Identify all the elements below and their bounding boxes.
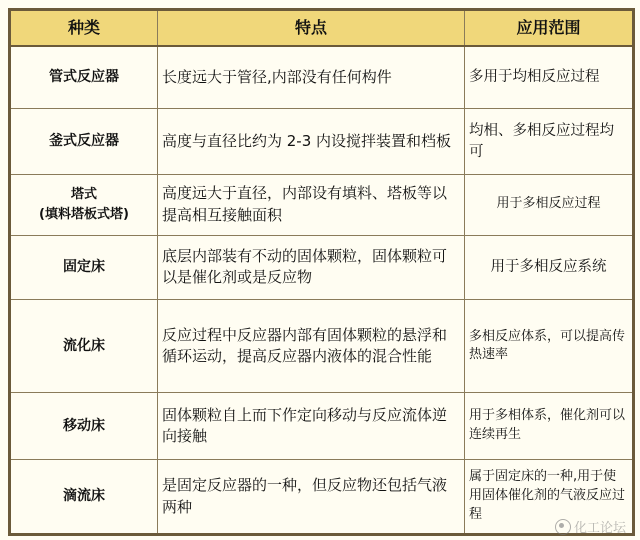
header-range: 应用范围 [465,10,634,47]
table-row [10,109,634,175]
cell-type: 滴流床 [10,460,158,535]
cell-feature: 底层内部装有不动的固体颗粒，固体颗粒可以是催化剂或是反应物 [158,235,465,300]
cell-type: 移动床 [10,393,158,460]
cell-type: 管式反应器 [10,46,158,109]
cell-feature: 高度与直径比约为 2-3 内设搅拌装置和档板 [158,109,465,175]
table-row [10,460,634,535]
cell-feature: 高度远大于直径，内部设有填料、塔板等以提高相互接触面积 [158,174,465,235]
cell-range: 用于多相体系，催化剂可以连续再生 [465,393,634,460]
cell-range: 属于固定床的一种,用于使用固体催化剂的气液反应过程 [465,460,634,535]
header-type: 种类 [10,10,158,47]
header-feature: 特点 [158,10,465,47]
watermark [555,517,626,536]
table-header [10,10,634,47]
cell-feature: 固体颗粒自上而下作定向移动与反应流体逆向接触 [158,393,465,460]
cell-type: 流化床 [10,300,158,393]
cell-range: 用于多相反应过程 [465,174,634,235]
cell-range: 多相反应体系，可以提高传热速率 [465,300,634,393]
table-row [10,235,634,300]
cell-type: 釜式反应器 [10,109,158,175]
cell-feature: 长度远大于管径,内部没有任何构件 [158,46,465,109]
cell-feature: 反应过程中反应器内部有固体颗粒的悬浮和循环运动，提高反应器内液体的混合性能 [158,300,465,393]
header-row [10,10,634,47]
table-row [10,393,634,460]
table-row [10,300,634,393]
reactor-table [8,8,635,536]
cell-range: 均相、多相反应过程均可 [465,109,634,175]
cell-type: 固定床 [10,235,158,300]
cell-range: 多用于均相反应过程 [465,46,634,109]
cell-feature: 是固定反应器的一种，但反应物还包括气液两种 [158,460,465,535]
wechat-icon [555,519,571,535]
cell-range: 用于多相反应系统 [465,235,634,300]
cell-type: 塔式 (填料塔板式塔) [10,174,158,235]
table-row [10,174,634,235]
watermark-text: 化工论坛 [573,521,626,536]
table-body [10,46,634,535]
table-row [10,46,634,109]
